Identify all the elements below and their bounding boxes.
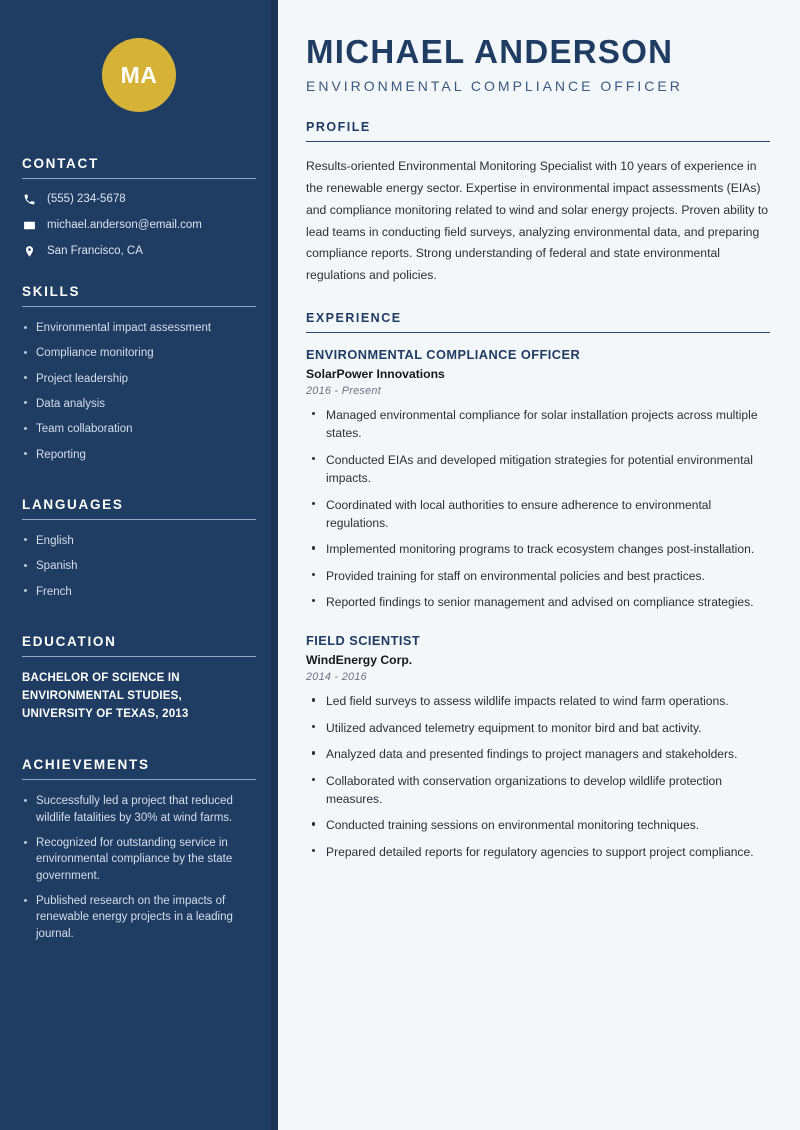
- job-bullet-list: [306, 406, 770, 611]
- job-title: FIELD SCIENTIST: [306, 633, 421, 649]
- list-item: Recognized for outstanding service in environmental compliance by the state government.: [22, 835, 256, 884]
- job-dates: 2016 - Present: [306, 385, 382, 398]
- profile-heading: PROFILE: [306, 119, 371, 134]
- languages-list: [22, 533, 256, 600]
- list-item: English: [22, 533, 256, 549]
- languages-divider: [22, 519, 256, 520]
- contact-phone-value: (555) 234-5678: [47, 193, 126, 205]
- list-item: Conducted EIAs and developed mitigation strategies for potential environmental impacts.: [308, 451, 770, 488]
- list-item: Published research on the impacts of renewable energy projects in a leading journal.: [22, 893, 256, 942]
- list-item: Utilized advanced telemetry equipment to monitor bird and bat activity.: [308, 719, 770, 737]
- main-content: [278, 0, 800, 1130]
- experience-entry: [306, 347, 770, 611]
- list-item: Team collaboration: [22, 421, 256, 437]
- list-item: Collaborated with conservation organizations to develop wildlife protection measures.: [308, 772, 770, 809]
- contact-divider: [22, 178, 256, 179]
- skills-divider: [22, 306, 256, 307]
- experience-heading: EXPERIENCE: [306, 310, 402, 325]
- skills-list: [22, 320, 256, 463]
- job-bullet-list: [306, 692, 770, 861]
- list-item: Data analysis: [22, 396, 256, 412]
- list-item: Managed environmental compliance for solar installation projects across multiple states.: [308, 406, 770, 443]
- email-icon: [22, 218, 36, 232]
- list-item: Reporting: [22, 447, 256, 463]
- skills-section: [22, 284, 256, 463]
- experience-entry: [306, 633, 770, 861]
- contact-email-value: michael.anderson@email.com: [47, 219, 202, 231]
- achievements-heading: ACHIEVEMENTS: [22, 757, 150, 773]
- job-title: ENVIRONMENTAL COMPLIANCE OFFICER: [306, 347, 581, 363]
- contact-heading: CONTACT: [22, 156, 99, 171]
- education-entry: BACHELOR OF SCIENCE IN ENVIRONMENTAL STUDIES, UNIVERSITY OF TEXAS, 2013: [22, 671, 189, 720]
- list-item: Successfully led a project that reduced wildlife fatalities by 30% at wind farms.: [22, 793, 256, 826]
- contact-location-value: San Francisco, CA: [47, 245, 143, 257]
- skills-heading: SKILLS: [22, 284, 81, 299]
- list-item: Conducted training sessions on environmental monitoring techniques.: [308, 816, 770, 834]
- list-item: Prepared detailed reports for regulatory agencies to support project compliance.: [308, 843, 770, 861]
- languages-heading: LANGUAGES: [22, 496, 124, 512]
- contact-email-row[interactable]: [22, 218, 256, 232]
- list-item: Provided training for staff on environmental policies and best practices.: [308, 567, 770, 585]
- job-company: SolarPower Innovations: [306, 367, 445, 382]
- profile-text: Results-oriented Environmental Monitoring Specialist with 10 years of experience in the renewable energy sector. Expertise in environmental impact assessments (EIAs) and compliance monitoring related to wind and solar energy projects. Proven ability to lead teams in conducting field surveys, analyzing environmental data, and preparing compliance reports. Strong understanding of federal and state environmental regulations and policies.: [306, 159, 769, 282]
- sidebar: [0, 0, 278, 1130]
- achievements-section: [22, 757, 256, 942]
- experience-divider: [306, 332, 770, 333]
- list-item: Environmental impact assessment: [22, 320, 256, 336]
- list-item: Project leadership: [22, 371, 256, 387]
- list-item: French: [22, 584, 256, 600]
- languages-section: [22, 497, 256, 600]
- list-item: Coordinated with local authorities to ensure adherence to environmental regulations.: [308, 496, 770, 533]
- avatar-initials: MA: [102, 38, 176, 112]
- phone-icon: [22, 192, 36, 206]
- job-company: WindEnergy Corp.: [306, 653, 413, 668]
- page-title: MICHAEL ANDERSON: [306, 33, 674, 70]
- experience-section: [306, 311, 770, 861]
- list-item: Compliance monitoring: [22, 345, 256, 361]
- job-subtitle: ENVIRONMENTAL COMPLIANCE OFFICER: [306, 77, 683, 94]
- list-item: Implemented monitoring programs to track ecosystem changes post-installation.: [308, 540, 770, 558]
- achievements-divider: [22, 779, 256, 780]
- job-dates: 2014 - 2016: [306, 671, 367, 684]
- contact-section: [22, 156, 256, 258]
- profile-divider: [306, 141, 770, 142]
- contact-phone-row[interactable]: [22, 192, 256, 206]
- location-pin-icon: [22, 244, 36, 258]
- education-divider: [22, 656, 256, 657]
- avatar-container: [22, 0, 256, 156]
- list-item: Spanish: [22, 558, 256, 574]
- list-item: Reported findings to senior management and advised on compliance strategies.: [308, 593, 770, 611]
- list-item: Analyzed data and presented findings to project managers and stakeholders.: [308, 745, 770, 763]
- education-section: [22, 634, 256, 723]
- contact-location-row[interactable]: [22, 244, 256, 258]
- list-item: Led field surveys to assess wildlife impacts related to wind farm operations.: [308, 692, 770, 710]
- profile-section: [306, 120, 770, 287]
- education-heading: EDUCATION: [22, 633, 117, 649]
- achievements-list: [22, 793, 256, 942]
